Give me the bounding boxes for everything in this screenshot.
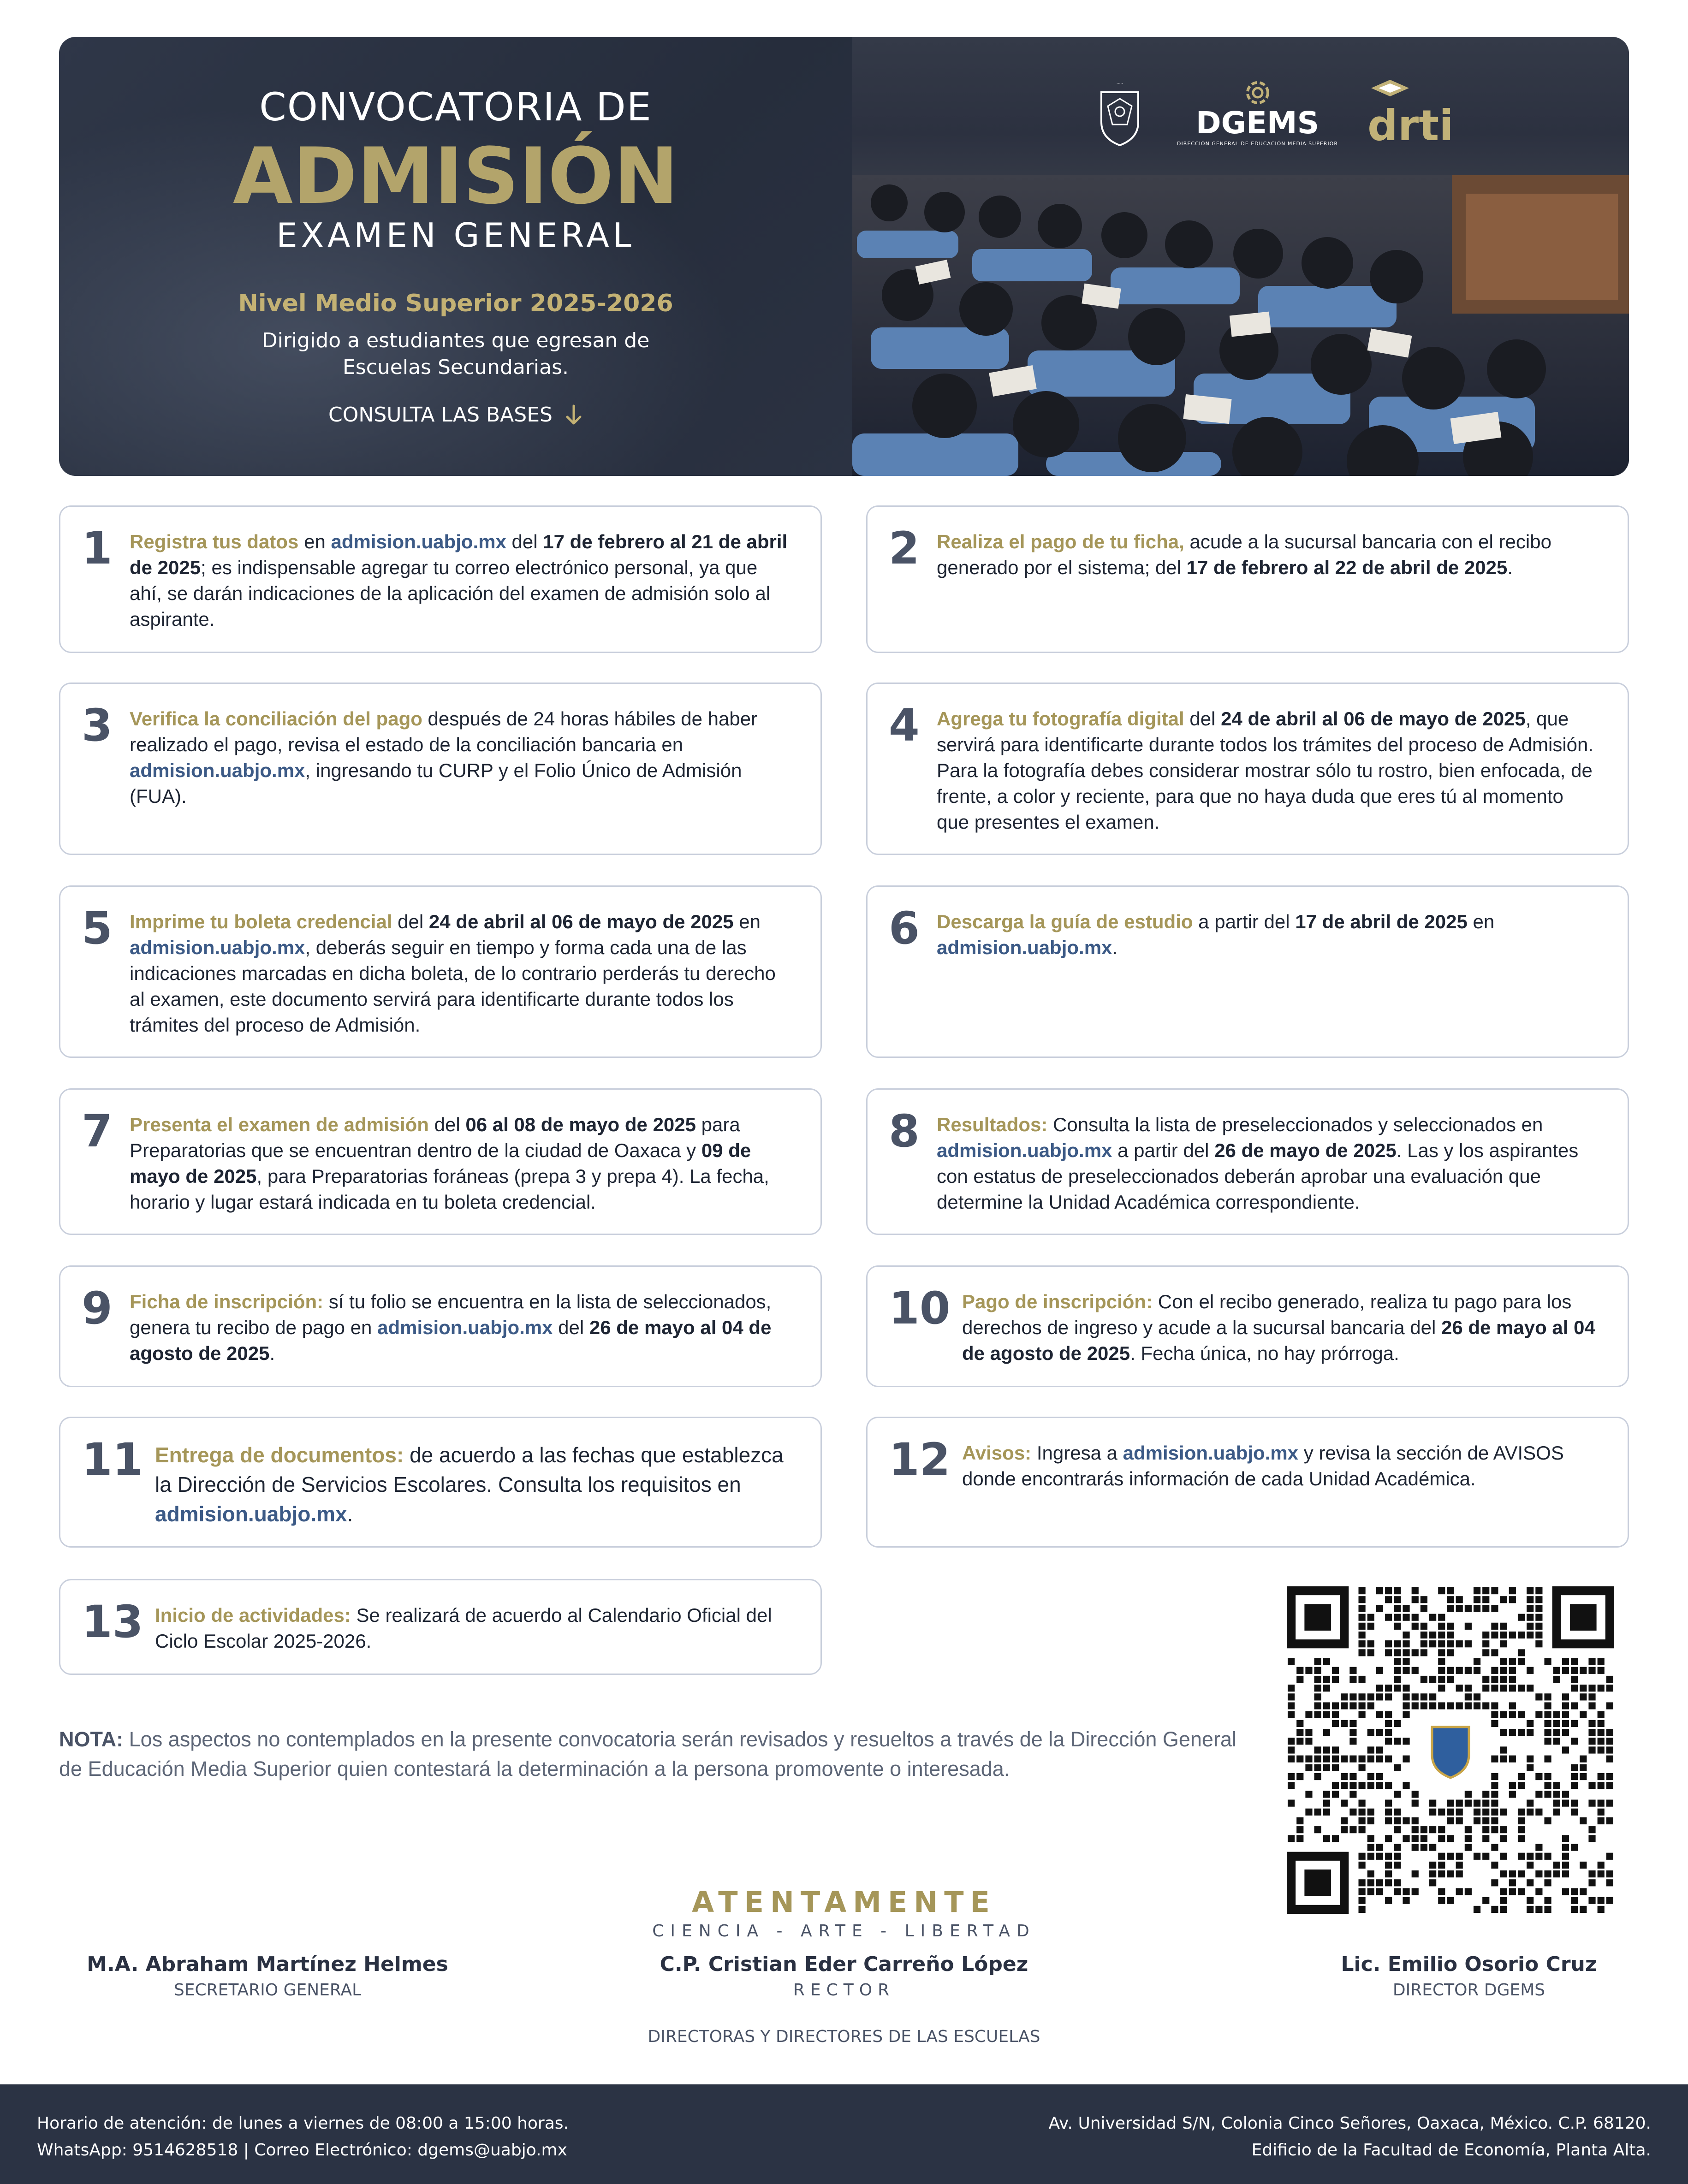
hero-title-line1: CONVOCATORIA DE [259, 84, 652, 130]
step-body-text: del [392, 911, 429, 932]
step-body-text: Con el recibo generado, realiza tu pago para los derechos de ingreso y acude a la sucursal bancaria del [962, 1291, 1572, 1338]
admission-site-link[interactable]: admision.uabjo.mx [377, 1317, 553, 1338]
note-label: NOTA: [59, 1727, 124, 1751]
footer-bar [0, 2084, 1688, 2184]
step-body-text: del [1184, 708, 1221, 730]
step-heading: Inicio de actividades: [155, 1604, 351, 1626]
step-body-text: , para Preparatorias foráneas (prepa 3 y prepa 4). La fecha, horario y lugar estará indicada en tu boleta credencial. [130, 1165, 769, 1213]
step-body-text: . [1507, 557, 1513, 578]
admission-site-link[interactable]: admision.uabjo.mx [1123, 1442, 1299, 1464]
step-card-1 [59, 505, 822, 653]
drti-logo-text: drti [1367, 101, 1454, 150]
step-text [937, 909, 1600, 961]
step-heading: Avisos: [962, 1442, 1032, 1464]
step-text [962, 1440, 1600, 1492]
signature-title: RECTOR [793, 1981, 895, 2000]
step-card-9 [59, 1265, 822, 1387]
note-paragraph [59, 1725, 1240, 1784]
step-date: 06 al 08 de mayo de 2025 [465, 1114, 696, 1135]
step-text [962, 1289, 1600, 1366]
footer-address-line1: Av. Universidad S/N, Colonia Cinco Señores, Oaxaca, México. C.P. 68120. [1048, 2114, 1651, 2133]
step-heading: Pago de inscripción: [962, 1291, 1153, 1312]
step-date: 17 de abril de 2025 [1295, 911, 1468, 932]
step-heading: Verifica la conciliación del pago [130, 708, 422, 730]
step-card-3 [59, 682, 822, 855]
step-date: 26 de mayo al 04 de agosto de 2025 [962, 1317, 1595, 1364]
step-body-text: y revisa la sección de AVISOS donde encontrarás información de cada Unidad Académica. [962, 1442, 1564, 1490]
step-body-text: ; es indispensable agregar tu correo electrónico personal, ya que ahí, se darán indicaciones de la aplicación del examen de admisión solo al aspirante. [130, 557, 771, 630]
step-heading: Descarga la guía de estudio [937, 911, 1193, 932]
step-body-text: . [269, 1342, 275, 1364]
university-seal-icon [1092, 78, 1147, 148]
signature-name: C.P. Cristian Eder Carreño López [660, 1953, 1028, 1976]
step-body-text: . Fecha única, no hay prórroga. [1130, 1342, 1399, 1364]
step-body-text: , deberás seguir en tiempo y forma cada una de las indicaciones marcadas en dicha boleta, de lo contrario perderás tu derecho al examen, este documento servirá para identificarte durante todos los trámites del proceso de Admisión. [130, 937, 776, 1036]
dgems-logo [1177, 80, 1338, 146]
step-date: 26 de mayo al 04 de agosto de 2025 [130, 1317, 772, 1364]
signature-name: Lic. Emilio Osorio Cruz [1341, 1953, 1597, 1976]
step-body-text: a partir del [1112, 1139, 1215, 1161]
step-text [130, 1112, 793, 1215]
step-body-text: . Las y los aspirantes con estatus de preseleccionados deberán aprobar una evaluación que determine la Unidad Académica correspondiente. [937, 1139, 1579, 1213]
signature-rector [613, 1953, 1075, 2000]
admission-site-link[interactable]: admision.uabjo.mx [155, 1502, 347, 1526]
step-heading: Resultados: [937, 1114, 1048, 1135]
step-body-text: de acuerdo a las fechas que establezca la Dirección de Servicios Escolares. Consulta los requisitos en [155, 1443, 784, 1496]
signature-title: SECRETARIO GENERAL [173, 1981, 362, 2000]
step-heading: Presenta el examen de admisión [130, 1114, 429, 1135]
step-text [155, 1602, 793, 1654]
step-text [130, 1289, 793, 1366]
step-body-text: Consulta la lista de preseleccionados y seleccionados en [1047, 1114, 1543, 1135]
step-heading: Registra tus datos [130, 531, 299, 552]
qr-center-seal-icon [1432, 1727, 1469, 1778]
admission-site-link[interactable]: admision.uabjo.mx [331, 531, 506, 552]
step-body-text: en [733, 911, 761, 932]
admission-site-link[interactable]: admision.uabjo.mx [937, 1139, 1112, 1161]
step-text [130, 529, 793, 632]
step-card-2 [866, 505, 1629, 653]
note-text: Los aspectos no contemplados en la presente convocatoria serán revisados y resueltos a través de la Dirección General de Educación Media Superior quien contestará la determinación a la persona promovente o interesada. [59, 1727, 1236, 1780]
step-number: 5 [82, 902, 113, 954]
admission-site-link[interactable]: admision.uabjo.mx [937, 937, 1112, 958]
step-heading: Agrega tu fotografía digital [937, 708, 1184, 730]
step-text [937, 706, 1600, 835]
hero-title-main: ADMISIÓN [232, 131, 679, 221]
step-body-text: acude a la sucursal bancaria con el recibo generado por el sistema; del [937, 531, 1551, 578]
drti-cube-icon [1369, 79, 1411, 105]
step-card-5 [59, 885, 822, 1058]
step-body-text: Se realizará de acuerdo al Calendario Oficial del Ciclo Escolar 2025-2026. [155, 1604, 772, 1652]
step-date: 17 de febrero al 21 de abril de 2025 [130, 531, 788, 578]
admission-site-link[interactable]: admision.uabjo.mx [130, 937, 305, 958]
step-card-11 [59, 1417, 822, 1548]
step-date: 24 de abril al 06 de mayo de 2025 [428, 911, 734, 932]
step-date: 17 de febrero al 22 de abril de 2025 [1186, 557, 1508, 578]
closing-motto: CIENCIA - ARTE - LIBERTAD [652, 1922, 1036, 1941]
signature-director [1287, 1953, 1651, 2000]
step-body-text: a partir del [1193, 911, 1296, 932]
step-text [937, 1112, 1600, 1215]
footer-contact [37, 2110, 569, 2164]
step-heading: Realiza el pago de tu ficha, [937, 531, 1184, 552]
closing-block [613, 1885, 1075, 1941]
qr-code[interactable] [1287, 1586, 1614, 1914]
step-body-text: para Preparatorias que se encuentran dentro de la ciudad de Oaxaca y [130, 1114, 740, 1161]
step-number: 8 [889, 1105, 920, 1157]
step-heading: Entrega de documentos: [155, 1443, 404, 1467]
logo-bar [1092, 78, 1454, 148]
step-date: 26 de mayo de 2025 [1214, 1139, 1397, 1161]
dgems-logo-subtext: DIRECCIÓN GENERAL DE EDUCACIÓN MEDIA SUPERIOR [1177, 140, 1338, 147]
step-heading: Imprime tu boleta credencial [130, 911, 392, 932]
hero-photo-panel [852, 37, 1629, 476]
step-body-text: del [428, 1114, 466, 1135]
step-number: 10 [889, 1282, 951, 1334]
closing-atentamente: ATENTAMENTE [692, 1885, 996, 1919]
step-body-text: sí tu folio se encuentra en la lista de seleccionados, genera tu recibo de pago en [130, 1291, 772, 1338]
step-number: 11 [82, 1434, 143, 1485]
signature-title: DIRECTOR DGEMS [1392, 1981, 1545, 2000]
footer-address-line2: Edificio de la Facultad de Economía, Planta Alta. [1251, 2141, 1651, 2160]
step-body-text: del [506, 531, 543, 552]
step-text [130, 909, 793, 1038]
footer-address [1049, 2110, 1651, 2164]
exam-hall-photo [852, 175, 1629, 476]
drti-logo [1367, 79, 1454, 150]
step-date: 09 de mayo de 2025 [130, 1139, 751, 1187]
step-number: 9 [82, 1282, 113, 1334]
step-number: 13 [82, 1596, 143, 1648]
step-card-4 [866, 682, 1629, 855]
step-number: 12 [889, 1434, 951, 1485]
step-number: 4 [889, 700, 920, 751]
step-body-text: en [298, 531, 331, 552]
step-body-text: . [1112, 937, 1118, 958]
step-body-text: del [553, 1317, 589, 1338]
dgems-swirl-icon [1242, 80, 1274, 105]
step-number: 1 [82, 522, 113, 574]
signature-name: M.A. Abraham Martínez Helmes [87, 1953, 448, 1976]
step-number: 6 [889, 902, 920, 954]
step-text [130, 706, 793, 809]
hero-level: Nivel Medio Superior 2025-2026 [238, 290, 673, 317]
step-heading: Ficha de inscripción: [130, 1291, 324, 1312]
signature-secretary [83, 1953, 452, 2000]
step-text [155, 1440, 793, 1529]
step-body-text: Ingresa a [1031, 1442, 1123, 1464]
step-text [937, 529, 1600, 581]
step-body-text: . [347, 1502, 353, 1526]
directors-line: DIRECTORAS Y DIRECTORES DE LAS ESCUELAS [648, 2027, 1040, 2046]
step-card-12 [866, 1417, 1629, 1548]
hero-text-panel [59, 37, 852, 476]
step-body-text: , que servirá para identificarte durante todos los trámites del proceso de Admisión. Para la fotografía debes considerar mostrar sólo tu rostro, bien enfocada, de frente, a color y reciente, para que no haya duda que eres tú al momento que presentes el examen. [937, 708, 1594, 833]
consult-bases-label: CONSULTA LAS BASES [328, 403, 553, 427]
step-body-text: después de 24 horas hábiles de haber realizado el pago, revisa el estado de la conciliación bancaria en [130, 708, 758, 755]
step-number: 7 [82, 1105, 113, 1157]
hero-title-line3: EXAMEN GENERAL [276, 216, 635, 255]
step-number: 3 [82, 700, 113, 751]
footer-hours: Horario de atención: de lunes a viernes de 08:00 a 15:00 horas. [37, 2114, 569, 2133]
step-date: 24 de abril al 06 de mayo de 2025 [1221, 708, 1526, 730]
step-card-8 [866, 1088, 1629, 1235]
hero-banner [59, 37, 1629, 476]
dgems-logo-text: DGEMS [1195, 105, 1319, 141]
step-body-text: en [1467, 911, 1495, 932]
arrow-down-icon [565, 404, 583, 426]
hero-audience: Dirigido a estudiantes que egresan de Escuelas Secundarias. [262, 329, 650, 379]
step-body-text: , ingresando tu CURP y el Folio Único de Admisión (FUA). [130, 760, 742, 807]
consult-bases-link[interactable] [328, 403, 583, 427]
step-number: 2 [889, 522, 920, 574]
footer-whatsapp-email: WhatsApp: 9514628518 | Correo Electrónico: dgems@uabjo.mx [37, 2141, 567, 2160]
svg-text:·····: ····· [1116, 82, 1123, 86]
admission-site-link[interactable]: admision.uabjo.mx [130, 760, 305, 781]
step-card-13 [59, 1579, 822, 1675]
step-card-7 [59, 1088, 822, 1235]
step-card-10 [866, 1265, 1629, 1387]
step-card-6 [866, 885, 1629, 1058]
